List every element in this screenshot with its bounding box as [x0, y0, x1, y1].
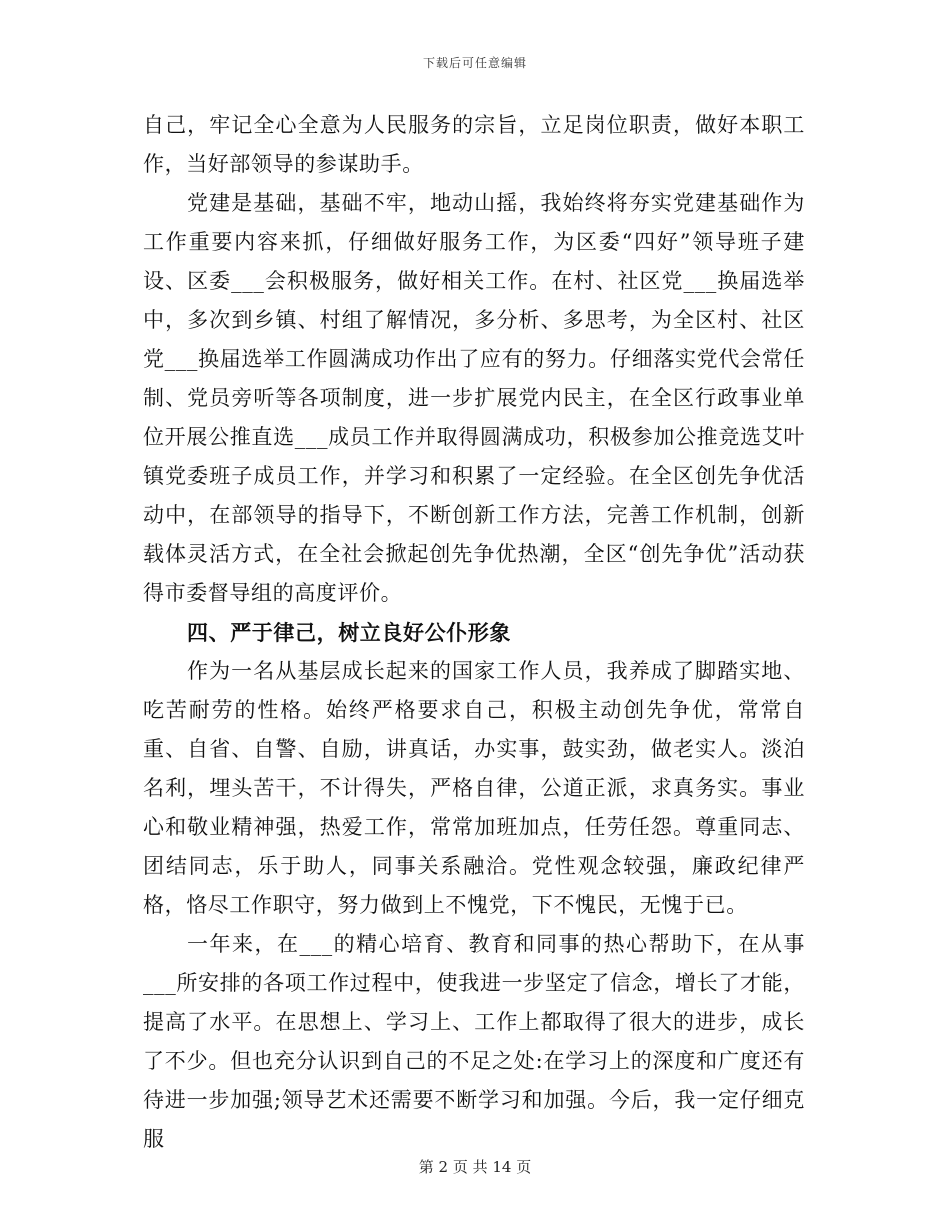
paragraph-self-discipline: 作为一名从基层成长起来的国家工作人员，我养成了脚踏实地、吃苦耐劳的性格。始终严格要求自己，积极主动创先争优，常常自重、自省、自警、自励，讲真话，办实事，鼓实劲，做老实人。淡泊名利，埋头苦干，不计得失，严格自律，公道正派，求真务实。事业心和敬业精神强，热爱工作，常常加班加点，任劳任怨。尊重同志、团结同志，乐于助人，同事关系融洽。党性观念较强，廉政纪律严格，恪尽工作职守，努力做到上不愧党，下不愧民，无愧于已。 [143, 659, 805, 917]
paragraph-continuation: 自己，牢记全心全意为人民服务的宗旨，立足岗位职责，做好本职工作，当好部领导的参谋助手。 [143, 113, 805, 176]
section-heading: 四、严于律己，树立良好公仆形象 [187, 620, 511, 645]
paragraph-party-building: 党建是基础，基础不牢，地动山摇，我始终将夯实党建基础作为工作重要内容来抓，仔细做好服务工作，为区委“四好”领导班子建设、区委___会积极服务，做好相关工作。在村、社区党___换届选举中，多次到乡镇、村组了解情况，多分析、多思考，为全区村、社区党___换届选举工作圆满成功作出了应有的努力。仔细落实党代会常任制、党员旁听等各项制度，进一步扩展党内民主，在全区行政事业单位开展公推直选___成员工作并取得圆满成功，积极参加公推竞选艾叶镇党委班子成员工作，并学习和积累了一定经验。在全区创先争优活动中，在部领导的指导下，不断创新工作方法，完善工作机制，创新载体灵活方式，在全社会掀起创先争优热潮，全区“创先争优”活动获得市委督导组的高度评价。 [143, 191, 805, 605]
paragraph-year-summary: 一年来，在___的精心培育、教育和同事的热心帮助下，在从事___所安排的各项工作过程中，使我进一步坚定了信念，增长了才能，提高了水平。在思想上、学习上、工作上都取得了很大的进步，成长了不少。但也充分认识到自己的不足之处:在学习上的深度和广度还有待进一步加强;领导艺术还需要不断学习和加强。今后，我一定仔细克服 [143, 932, 805, 1151]
document-body [143, 106, 805, 1159]
page-header: 下载后可任意编辑 [422, 56, 527, 70]
page-number: 第 2 页 共 14 页 [418, 1158, 532, 1176]
